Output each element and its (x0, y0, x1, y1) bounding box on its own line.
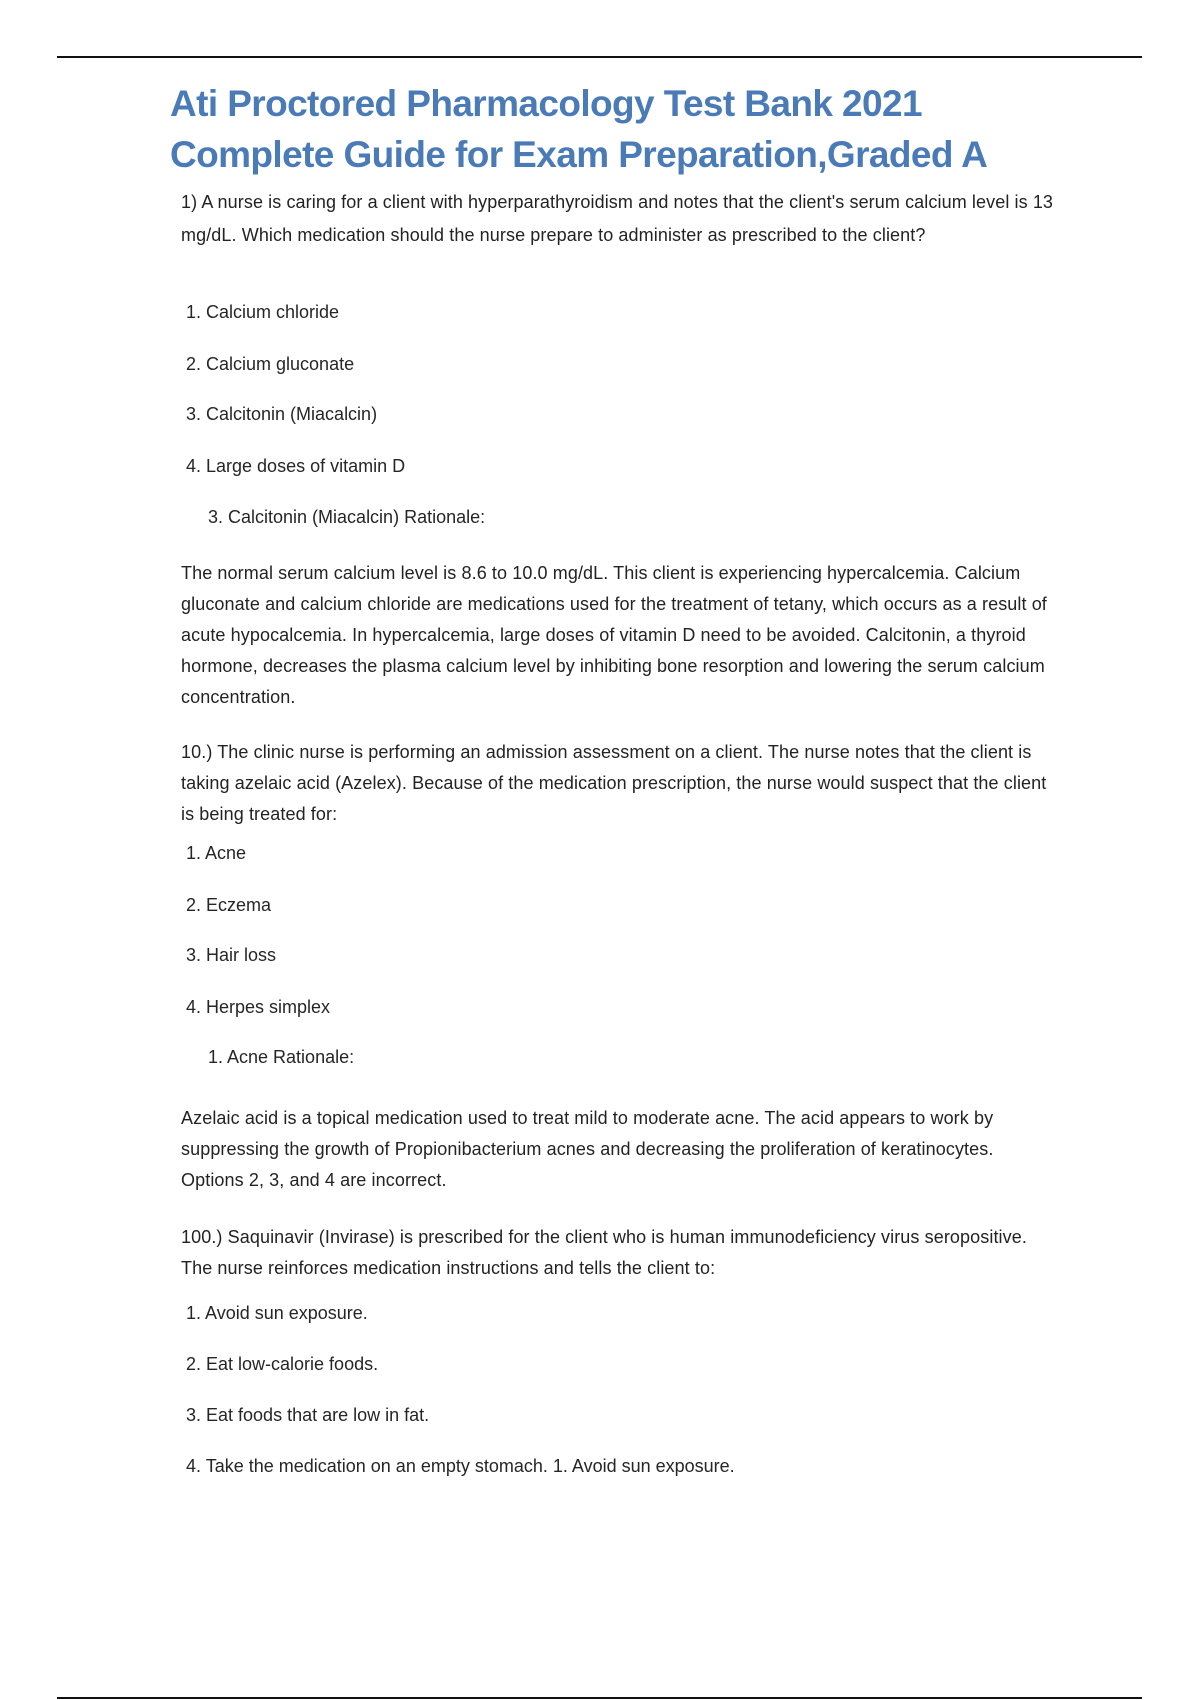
bottom-rule (57, 1697, 1142, 1699)
question-2-stem (181, 737, 1061, 830)
question-2-rationale: Azelaic acid is a topical medication used to treat mild to moderate acne. The acid appears to work by suppressing the growth of Propionibacterium acnes and decreasing the proliferation of keratinocytes. Options 2, 3, and 4 are incorrect. (181, 1108, 994, 1190)
question-2-answer: 1. Acne Rationale: (208, 1047, 355, 1067)
question-3-stem (181, 1222, 1061, 1284)
question-1-rationale-block (181, 558, 1061, 713)
question-1-option-4: 4. Large doses of vitamin D (186, 456, 406, 476)
document-title: Ati Proctored Pharmacology Test Bank 2021 Complete Guide for Exam Preparation,Graded A (170, 83, 988, 175)
question-2-option-2: 2. Eczema (186, 895, 272, 915)
question-1-option-1: 1. Calcium chloride (186, 302, 340, 322)
question-1-answer: 3. Calcitonin (Miacalcin) Rationale: (208, 507, 486, 527)
question-2-option-3: 3. Hair loss (186, 945, 277, 965)
question-1-text: 1) A nurse is caring for a client with hyperparathyroidism and notes that the client's serum calcium level is 13 mg/dL. Which medication should the nurse prepare to administer as prescribed to the client? (181, 192, 1054, 245)
top-rule (57, 56, 1142, 58)
question-1-option-3: 3. Calcitonin (Miacalcin) (186, 404, 378, 424)
question-3-option-4: 4. Take the medication on an empty stomach. 1. Avoid sun exposure. (186, 1456, 735, 1476)
question-2-option-4: 4. Herpes simplex (186, 997, 331, 1017)
question-3-option-3: 3. Eat foods that are low in fat. (186, 1405, 430, 1425)
question-3-option-1: 1. Avoid sun exposure. (186, 1303, 368, 1323)
question-1-rationale: The normal serum calcium level is 8.6 to 10.0 mg/dL. This client is experiencing hypercalcemia. Calcium gluconate and calcium chloride are medications used for the treatment of tetany, which occurs as a result of acute hypocalcemia. In hypercalcemia, large doses of vitamin D need to be avoided. Calcitonin, a thyroid hormone, decreases the plasma calcium level by inhibiting bone resorption and lowering the serum calcium concentration. (181, 563, 1047, 707)
question-1-option-2: 2. Calcium gluconate (186, 354, 355, 374)
question-3-text: 100.) Saquinavir (Invirase) is prescribed for the client who is human immunodeficiency virus seropositive. The nurse reinforces medication instructions and tells the client to: (181, 1227, 1027, 1278)
question-3-option-2: 2. Eat low-calorie foods. (186, 1354, 379, 1374)
question-2-rationale-block (181, 1103, 1061, 1196)
question-2-option-1: 1. Acne (186, 843, 247, 863)
question-1-stem (181, 186, 1061, 252)
question-2-text: 10.) The clinic nurse is performing an admission assessment on a client. The nurse notes that the client is taking azelaic acid (Azelex). Because of the medication prescription, the nurse would suspect that the client is being treated for: (181, 742, 1047, 824)
